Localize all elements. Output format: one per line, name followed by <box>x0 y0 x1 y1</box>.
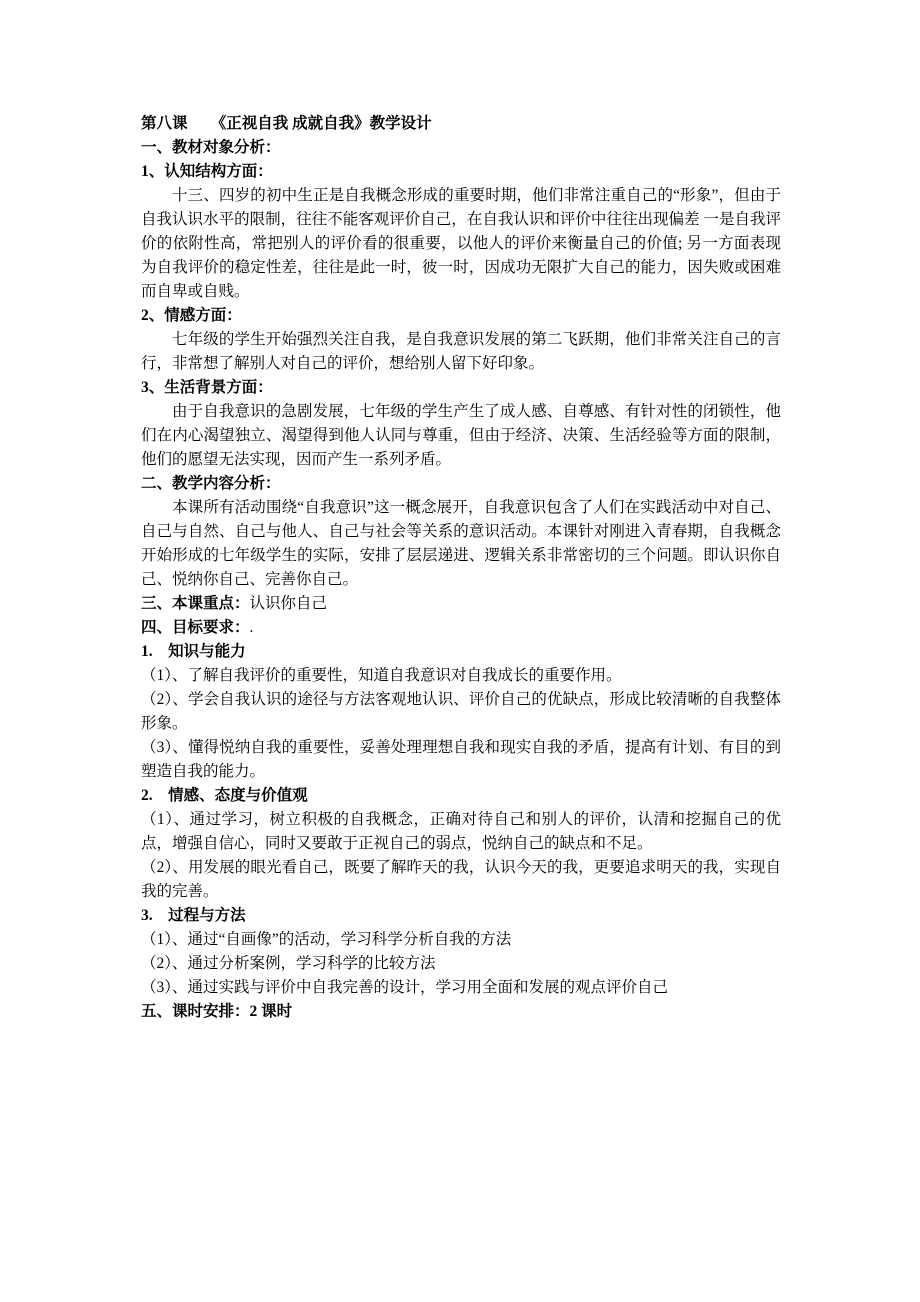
section-heading-text: 认识你自己 <box>249 595 328 612</box>
list-item <box>141 976 781 1000</box>
section-heading-bold-text: 2. 情感、态度与价值观 <box>141 787 308 804</box>
section-heading <box>141 592 781 616</box>
document-title-bold-text: 第八课 《正视自我 成就自我》教学设计 <box>141 115 432 132</box>
list-item-text: （3）、通过实践与评价中自我完善的设计，学习用全面和发展的观点评价自己 <box>141 979 669 996</box>
list-item <box>141 856 781 904</box>
list-item-text: （3）、懂得悦纳自我的重要性，妥善处理理想自我和现实自我的矛盾，提高有计划、有目的到塑造自我的能力。 <box>141 739 781 780</box>
document-content <box>141 112 781 1024</box>
paragraph <box>141 400 781 472</box>
paragraph <box>141 496 781 592</box>
section-heading <box>141 616 781 640</box>
list-item-text: （1）、通过“自画像”的活动，学习科学分析自我的方法 <box>141 931 512 948</box>
document-title <box>141 112 781 136</box>
section-heading <box>141 376 781 400</box>
list-item <box>141 808 781 856</box>
section-heading <box>141 160 781 184</box>
section-heading-bold-text: 五、课时安排：2 课时 <box>141 1003 293 1020</box>
list-item <box>141 952 781 976</box>
list-item-text: （1）、了解自我评价的重要性，知道自我意识对自我成长的重要作用。 <box>141 667 622 684</box>
section-heading-bold-text: 1. 知识与能力 <box>141 643 246 660</box>
section-heading-bold-text: 1、认知结构方面： <box>141 163 273 180</box>
section-heading-bold-text: 三、本课重点： <box>141 595 250 612</box>
section-heading-bold-text: 3. 过程与方法 <box>141 907 246 924</box>
list-item-text: （1）、通过学习，树立积极的自我概念，正确对待自己和别人的评价，认清和挖掘自己的优点，增强自信心，同时又要敢于正视自己的弱点，悦纳自己的缺点和不足。 <box>141 811 781 852</box>
list-item-text: （2）、用发展的眼光看自己，既要了解昨天的我，认识今天的我，更要追求明天的我，实现自我的完善。 <box>141 859 781 900</box>
section-heading <box>141 640 781 664</box>
section-heading-text: . <box>249 619 254 636</box>
paragraph-text: 由于自我意识的急剧发展，七年级的学生产生了成人感、自尊感、有针对性的闭锁性，他们在内心渴望独立、渴望得到他人认同与尊重，但由于经济、决策、生活经验等方面的限制，他们的愿望无法实现，因而产生一系列矛盾。 <box>141 403 781 468</box>
list-item-text: （2）、学会自我认识的途径与方法客观地认识、评价自己的优缺点，形成比较清晰的自我整体形象。 <box>141 691 781 732</box>
section-heading <box>141 784 781 808</box>
list-item <box>141 928 781 952</box>
paragraph-text: 七年级的学生开始强烈关注自我，是自我意识发展的第二飞跃期，他们非常关注自己的言行，非常想了解别人对自己的评价，想给别人留下好印象。 <box>141 331 781 372</box>
section-heading-bold-text: 一、教材对象分析： <box>141 139 281 156</box>
paragraph <box>141 328 781 376</box>
paragraph-text: 十三、四岁的初中生正是自我概念形成的重要时期，他们非常注重自己的“形象”，但由于自我认识水平的限制，往往不能客观评价自己，在自我认识和评价中往往出现偏差 一是自我评价的依附性高，常把别人的评价看的很重要，以他人的评价来衡量自己的价值; 另一方面表现为自我评价的稳定性差，往往是此一时，彼一时，因成功无限扩大自己的能力，因失败或困难而自卑或自贱。 <box>141 187 781 300</box>
paragraph <box>141 184 781 304</box>
section-heading-bold-text: 二、教学内容分析： <box>141 475 281 492</box>
list-item <box>141 688 781 736</box>
section-heading <box>141 904 781 928</box>
list-item-text: （2）、通过分析案例，学习科学的比较方法 <box>141 955 436 972</box>
paragraph-text: 本课所有活动围绕“自我意识”这一概念展开，自我意识包含了人们在实践活动中对自己、自己与自然、自己与他人、自己与社会等关系的意识活动。本课针对刚进入青春期，自我概念开始形成的七年级学生的实际，安排了层层递进、逻辑关系非常密切的三个问题。即认识你自己、悦纳你自己、完善你自己。 <box>141 499 781 588</box>
section-heading <box>141 136 781 160</box>
section-heading <box>141 472 781 496</box>
section-heading <box>141 1000 781 1024</box>
section-heading-bold-text: 四、目标要求： <box>141 619 250 636</box>
section-heading-bold-text: 2、情感方面： <box>141 307 242 324</box>
list-item <box>141 664 781 688</box>
section-heading <box>141 304 781 328</box>
list-item <box>141 736 781 784</box>
section-heading-bold-text: 3、生活背景方面： <box>141 379 273 396</box>
